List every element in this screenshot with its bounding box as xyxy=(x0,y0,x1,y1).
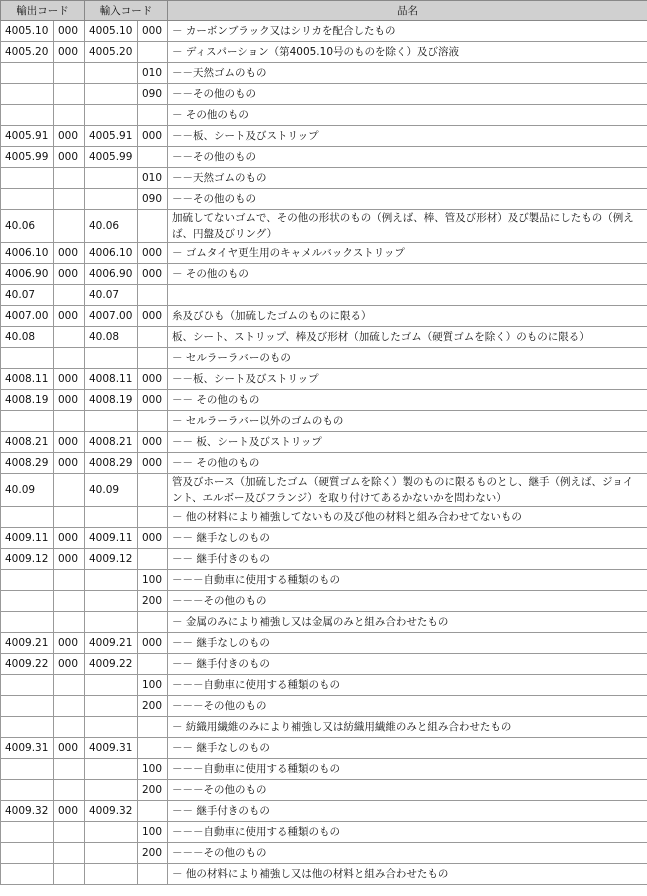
table-row xyxy=(1,21,647,42)
description-cell: －－天然ゴムのもの xyxy=(168,168,647,189)
import-suffix-cell: 000 xyxy=(138,264,168,285)
import-code-cell xyxy=(85,780,138,801)
export-suffix-cell: 000 xyxy=(54,369,85,390)
table-row xyxy=(1,411,647,432)
import-suffix-cell: 010 xyxy=(138,168,168,189)
export-code-header: 輸出コード xyxy=(1,1,85,21)
export-code-cell xyxy=(1,63,54,84)
import-code-cell xyxy=(85,759,138,780)
import-suffix-cell xyxy=(138,210,168,243)
import-code-cell xyxy=(85,864,138,885)
table-row xyxy=(1,105,647,126)
export-suffix-cell xyxy=(54,843,85,864)
import-suffix-cell xyxy=(138,147,168,168)
export-suffix-cell xyxy=(54,84,85,105)
export-code-cell xyxy=(1,759,54,780)
description-cell: －－ 継手付きのもの xyxy=(168,801,647,822)
export-code-cell: 4008.19 xyxy=(1,390,54,411)
import-suffix-cell xyxy=(138,612,168,633)
export-suffix-cell: 000 xyxy=(54,432,85,453)
export-code-cell xyxy=(1,348,54,369)
table-row xyxy=(1,717,647,738)
import-code-cell xyxy=(85,696,138,717)
description-cell: －－ 継手なしのもの xyxy=(168,738,647,759)
export-suffix-cell: 000 xyxy=(54,633,85,654)
description-cell: －－板、シート及びストリップ xyxy=(168,369,647,390)
table-row xyxy=(1,147,647,168)
export-suffix-cell: 000 xyxy=(54,42,85,63)
export-suffix-cell: 000 xyxy=(54,306,85,327)
export-code-cell: 4005.91 xyxy=(1,126,54,147)
import-code-cell: 4007.00 xyxy=(85,306,138,327)
table-row xyxy=(1,243,647,264)
export-suffix-cell xyxy=(54,348,85,369)
import-suffix-cell xyxy=(138,717,168,738)
import-code-cell: 4005.91 xyxy=(85,126,138,147)
table-row xyxy=(1,306,647,327)
description-cell: －－その他のもの xyxy=(168,147,647,168)
import-suffix-cell: 090 xyxy=(138,189,168,210)
table-row xyxy=(1,675,647,696)
import-code-cell xyxy=(85,411,138,432)
export-code-cell xyxy=(1,843,54,864)
export-code-cell: 4005.20 xyxy=(1,42,54,63)
table-row xyxy=(1,189,647,210)
description-cell: －－天然ゴムのもの xyxy=(168,63,647,84)
import-suffix-cell: 100 xyxy=(138,759,168,780)
export-suffix-cell: 000 xyxy=(54,126,85,147)
description-cell: 管及びホース（加硫したゴム（硬質ゴムを除く）製のものに限るものとし、継手（例えば、ジョイント、エルボー及びフランジ）を取り付けてあるかないかを問わない） xyxy=(168,474,647,507)
import-code-cell: 4005.10 xyxy=(85,21,138,42)
export-suffix-cell: 000 xyxy=(54,243,85,264)
import-suffix-cell: 000 xyxy=(138,21,168,42)
export-code-cell: 4005.99 xyxy=(1,147,54,168)
import-suffix-cell xyxy=(138,105,168,126)
import-code-cell xyxy=(85,843,138,864)
export-code-cell: 4008.11 xyxy=(1,369,54,390)
table-row xyxy=(1,453,647,474)
import-code-header: 輸入コード xyxy=(85,1,168,21)
export-suffix-cell: 000 xyxy=(54,21,85,42)
import-code-cell: 4008.29 xyxy=(85,453,138,474)
table-row xyxy=(1,822,647,843)
export-suffix-cell: 000 xyxy=(54,528,85,549)
export-code-cell: 40.08 xyxy=(1,327,54,348)
export-code-cell: 40.06 xyxy=(1,210,54,243)
table-row xyxy=(1,591,647,612)
export-code-cell: 4007.00 xyxy=(1,306,54,327)
description-cell: －－－その他のもの xyxy=(168,591,647,612)
description-cell: －－－その他のもの xyxy=(168,843,647,864)
export-code-cell: 4009.12 xyxy=(1,549,54,570)
table-row xyxy=(1,327,647,348)
table-row xyxy=(1,801,647,822)
import-code-cell: 4009.22 xyxy=(85,654,138,675)
import-code-cell xyxy=(85,717,138,738)
description-cell: －－ 継手なしのもの xyxy=(168,633,647,654)
table-row xyxy=(1,432,647,453)
export-suffix-cell xyxy=(54,210,85,243)
description-cell: － セルラーラバー以外のゴムのもの xyxy=(168,411,647,432)
description-cell xyxy=(168,285,647,306)
import-suffix-cell xyxy=(138,507,168,528)
import-code-cell: 4008.11 xyxy=(85,369,138,390)
table-row xyxy=(1,570,647,591)
description-cell: －－－自動車に使用する種類のもの xyxy=(168,570,647,591)
import-code-cell: 40.08 xyxy=(85,327,138,348)
table-row xyxy=(1,738,647,759)
import-code-cell xyxy=(85,189,138,210)
description-cell: －－ 継手付きのもの xyxy=(168,654,647,675)
import-suffix-cell: 200 xyxy=(138,591,168,612)
import-code-cell: 4008.21 xyxy=(85,432,138,453)
export-suffix-cell xyxy=(54,327,85,348)
table-row xyxy=(1,654,647,675)
import-code-cell xyxy=(85,348,138,369)
export-code-cell xyxy=(1,675,54,696)
table-row xyxy=(1,285,647,306)
export-suffix-cell xyxy=(54,474,85,507)
import-suffix-cell xyxy=(138,654,168,675)
export-suffix-cell xyxy=(54,570,85,591)
import-suffix-cell xyxy=(138,801,168,822)
export-code-cell xyxy=(1,864,54,885)
import-code-cell: 4009.21 xyxy=(85,633,138,654)
table-row xyxy=(1,42,647,63)
export-suffix-cell xyxy=(54,591,85,612)
table-row xyxy=(1,126,647,147)
import-code-cell: 4009.12 xyxy=(85,549,138,570)
export-code-cell: 4009.32 xyxy=(1,801,54,822)
import-code-cell xyxy=(85,591,138,612)
description-cell: － 金属のみにより補強し又は金属のみと組み合わせたもの xyxy=(168,612,647,633)
import-suffix-cell: 000 xyxy=(138,453,168,474)
export-code-cell xyxy=(1,612,54,633)
import-suffix-cell: 100 xyxy=(138,570,168,591)
table-row xyxy=(1,780,647,801)
export-code-cell: 4006.10 xyxy=(1,243,54,264)
import-suffix-cell xyxy=(138,738,168,759)
export-suffix-cell: 000 xyxy=(54,264,85,285)
export-code-cell xyxy=(1,570,54,591)
export-suffix-cell xyxy=(54,189,85,210)
table-row xyxy=(1,864,647,885)
description-cell: －－－自動車に使用する種類のもの xyxy=(168,822,647,843)
description-cell: － ゴムタイヤ更生用のキャメルバックストリップ xyxy=(168,243,647,264)
table-row xyxy=(1,210,647,243)
import-code-cell xyxy=(85,675,138,696)
export-suffix-cell xyxy=(54,696,85,717)
table-row xyxy=(1,633,647,654)
import-suffix-cell: 000 xyxy=(138,390,168,411)
description-cell: 加硫してないゴムで、その他の形状のもの（例えば、棒、管及び形材）及び製品にしたもの（例えば、円盤及びリング） xyxy=(168,210,647,243)
export-code-cell xyxy=(1,696,54,717)
import-code-cell: 40.06 xyxy=(85,210,138,243)
import-suffix-cell: 100 xyxy=(138,675,168,696)
table-row xyxy=(1,612,647,633)
table-row xyxy=(1,759,647,780)
import-suffix-cell xyxy=(138,864,168,885)
import-code-cell: 40.07 xyxy=(85,285,138,306)
import-code-cell xyxy=(85,612,138,633)
table-row xyxy=(1,696,647,717)
export-code-cell xyxy=(1,84,54,105)
export-code-cell: 4008.21 xyxy=(1,432,54,453)
description-cell: －－ 継手付きのもの xyxy=(168,549,647,570)
import-code-cell: 4006.90 xyxy=(85,264,138,285)
export-code-cell xyxy=(1,168,54,189)
import-suffix-cell: 090 xyxy=(138,84,168,105)
export-suffix-cell xyxy=(54,612,85,633)
import-code-cell: 4006.10 xyxy=(85,243,138,264)
header-row xyxy=(1,1,647,21)
table-row xyxy=(1,843,647,864)
table-row xyxy=(1,348,647,369)
table-row xyxy=(1,84,647,105)
import-code-cell xyxy=(85,822,138,843)
export-code-cell xyxy=(1,822,54,843)
export-code-cell xyxy=(1,717,54,738)
import-code-cell: 4008.19 xyxy=(85,390,138,411)
export-suffix-cell xyxy=(54,105,85,126)
export-suffix-cell xyxy=(54,822,85,843)
export-code-cell: 40.09 xyxy=(1,474,54,507)
table-row xyxy=(1,474,647,507)
description-cell: －－その他のもの xyxy=(168,84,647,105)
description-cell: － 他の材料により補強してないもの及び他の材料と組み合わせてないもの xyxy=(168,507,647,528)
import-suffix-cell: 000 xyxy=(138,306,168,327)
export-suffix-cell: 000 xyxy=(54,654,85,675)
export-suffix-cell xyxy=(54,411,85,432)
export-code-cell: 4005.10 xyxy=(1,21,54,42)
import-suffix-cell: 200 xyxy=(138,780,168,801)
export-suffix-cell: 000 xyxy=(54,801,85,822)
export-code-cell: 4006.90 xyxy=(1,264,54,285)
description-cell: －－ 板、シート及びストリップ xyxy=(168,432,647,453)
table-row xyxy=(1,507,647,528)
import-suffix-cell: 000 xyxy=(138,528,168,549)
import-suffix-cell: 000 xyxy=(138,633,168,654)
export-code-cell: 4009.11 xyxy=(1,528,54,549)
export-suffix-cell: 000 xyxy=(54,390,85,411)
import-suffix-cell xyxy=(138,474,168,507)
description-cell: －－ その他のもの xyxy=(168,453,647,474)
table-row xyxy=(1,63,647,84)
import-code-cell xyxy=(85,105,138,126)
export-code-cell xyxy=(1,411,54,432)
import-suffix-cell: 010 xyxy=(138,63,168,84)
import-code-cell: 40.09 xyxy=(85,474,138,507)
import-code-cell xyxy=(85,63,138,84)
export-code-cell: 4009.31 xyxy=(1,738,54,759)
import-suffix-cell xyxy=(138,285,168,306)
import-suffix-cell xyxy=(138,411,168,432)
import-code-cell xyxy=(85,84,138,105)
export-suffix-cell: 000 xyxy=(54,738,85,759)
description-cell: －－－自動車に使用する種類のもの xyxy=(168,759,647,780)
export-suffix-cell xyxy=(54,717,85,738)
export-suffix-cell xyxy=(54,675,85,696)
export-suffix-cell: 000 xyxy=(54,453,85,474)
import-suffix-cell: 200 xyxy=(138,696,168,717)
import-code-cell: 4005.99 xyxy=(85,147,138,168)
description-cell: －－－その他のもの xyxy=(168,696,647,717)
export-suffix-cell xyxy=(54,285,85,306)
description-cell: － その他のもの xyxy=(168,264,647,285)
import-suffix-cell xyxy=(138,327,168,348)
import-code-cell: 4009.32 xyxy=(85,801,138,822)
export-code-cell xyxy=(1,591,54,612)
import-suffix-cell xyxy=(138,348,168,369)
export-code-cell xyxy=(1,780,54,801)
description-cell: － その他のもの xyxy=(168,105,647,126)
import-code-cell: 4005.20 xyxy=(85,42,138,63)
description-cell: －－－その他のもの xyxy=(168,780,647,801)
description-cell: － セルラーラバーのもの xyxy=(168,348,647,369)
import-suffix-cell xyxy=(138,549,168,570)
import-suffix-cell: 200 xyxy=(138,843,168,864)
import-suffix-cell: 100 xyxy=(138,822,168,843)
description-cell: －－板、シート及びストリップ xyxy=(168,126,647,147)
export-suffix-cell xyxy=(54,168,85,189)
export-code-cell xyxy=(1,105,54,126)
import-code-cell: 4009.11 xyxy=(85,528,138,549)
export-code-cell xyxy=(1,189,54,210)
import-code-cell xyxy=(85,570,138,591)
export-suffix-cell xyxy=(54,63,85,84)
export-suffix-cell: 000 xyxy=(54,549,85,570)
import-suffix-cell: 000 xyxy=(138,243,168,264)
export-suffix-cell xyxy=(54,759,85,780)
import-code-cell: 4009.31 xyxy=(85,738,138,759)
table-row xyxy=(1,369,647,390)
table-row xyxy=(1,264,647,285)
description-cell: －－ その他のもの xyxy=(168,390,647,411)
description-cell: 糸及びひも（加硫したゴムのものに限る） xyxy=(168,306,647,327)
import-code-cell xyxy=(85,507,138,528)
description-cell: － 紡織用繊維のみにより補強し又は紡織用繊維のみと組み合わせたもの xyxy=(168,717,647,738)
table-row xyxy=(1,168,647,189)
import-code-cell xyxy=(85,168,138,189)
export-code-cell xyxy=(1,507,54,528)
import-suffix-cell: 000 xyxy=(138,432,168,453)
table-row xyxy=(1,390,647,411)
export-code-cell: 40.07 xyxy=(1,285,54,306)
description-cell: －－その他のもの xyxy=(168,189,647,210)
import-suffix-cell xyxy=(138,42,168,63)
description-cell: 板、シート、ストリップ、棒及び形材（加硫したゴム（硬質ゴムを除く）のものに限る） xyxy=(168,327,647,348)
description-cell: － カーボンブラック又はシリカを配合したもの xyxy=(168,21,647,42)
description-cell: － 他の材料により補強し又は他の材料と組み合わせたもの xyxy=(168,864,647,885)
export-suffix-cell xyxy=(54,507,85,528)
import-suffix-cell: 000 xyxy=(138,126,168,147)
description-cell: － ディスパーション（第4005.10号のものを除く）及び溶液 xyxy=(168,42,647,63)
table-row xyxy=(1,528,647,549)
export-suffix-cell xyxy=(54,864,85,885)
description-cell: －－－自動車に使用する種類のもの xyxy=(168,675,647,696)
export-code-cell: 4009.22 xyxy=(1,654,54,675)
export-suffix-cell: 000 xyxy=(54,147,85,168)
description-header: 品名 xyxy=(168,1,647,21)
export-code-cell: 4009.21 xyxy=(1,633,54,654)
export-suffix-cell xyxy=(54,780,85,801)
import-suffix-cell: 000 xyxy=(138,369,168,390)
export-code-cell: 4008.29 xyxy=(1,453,54,474)
description-cell: －－ 継手なしのもの xyxy=(168,528,647,549)
table-row xyxy=(1,549,647,570)
